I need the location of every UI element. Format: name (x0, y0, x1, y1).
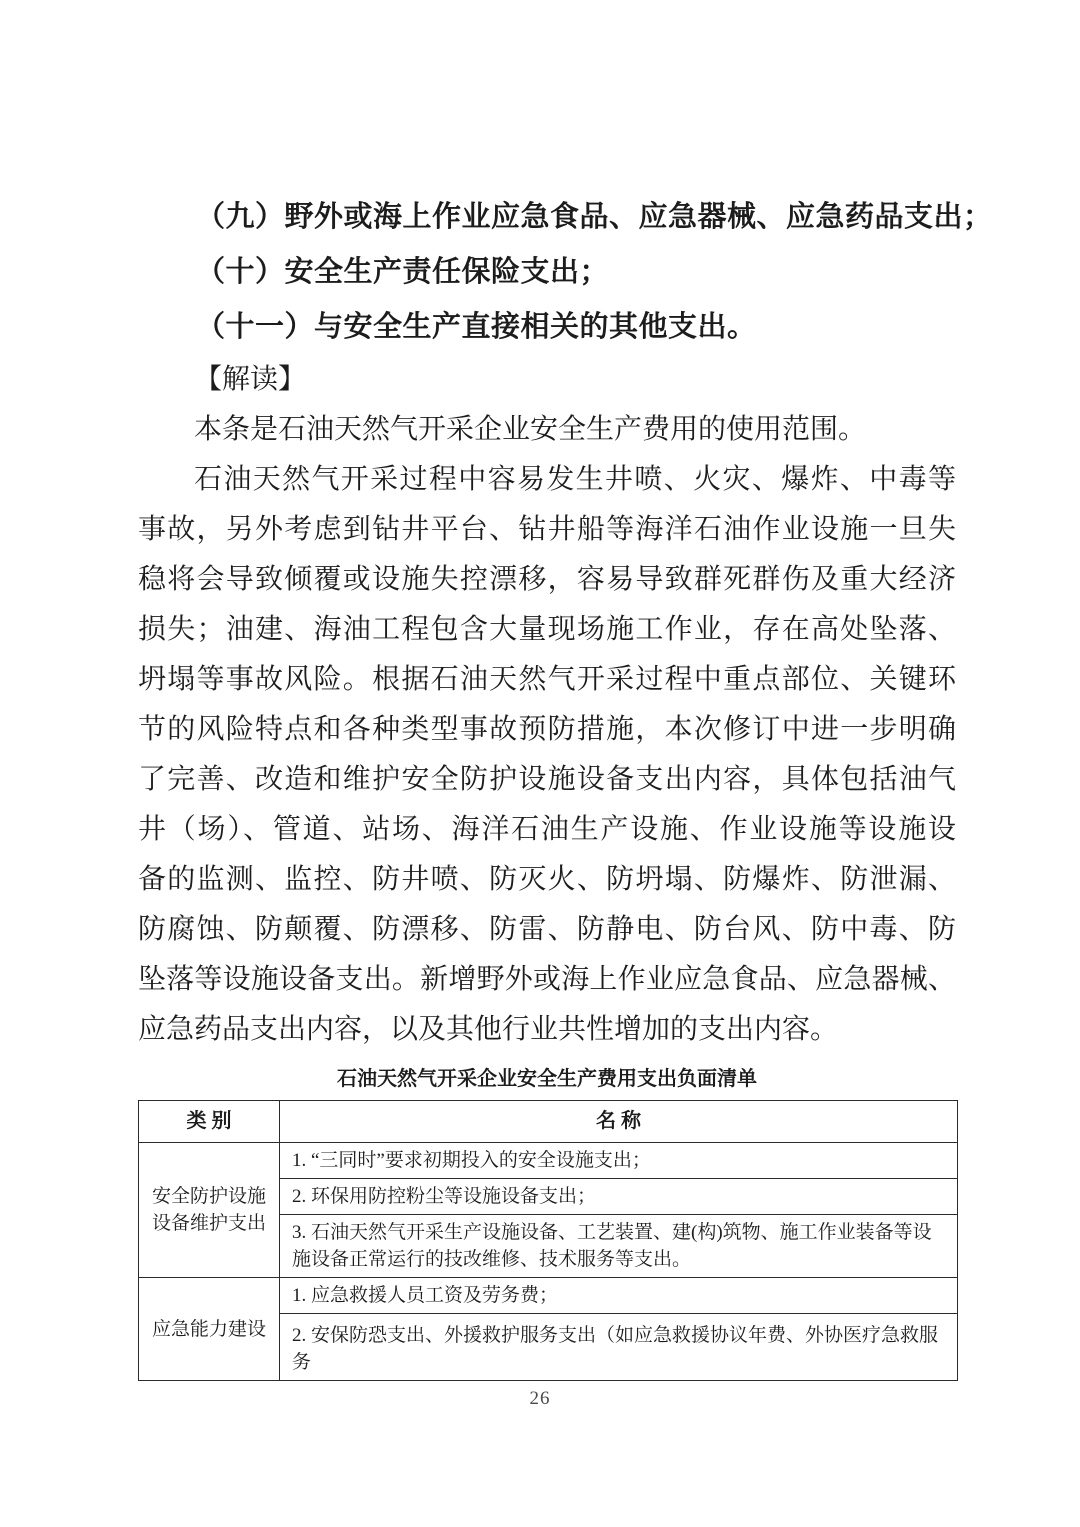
table-row (139, 1143, 958, 1179)
paragraph-line: 石油天然气开采过程中容易发生井喷、火灾、爆炸、中毒等 (194, 464, 956, 495)
paragraph-line: 应急药品支出内容，以及其他行业共性增加的支出内容。 (138, 1014, 839, 1045)
clause-list (138, 190, 993, 355)
category-line: 应急能力建设 (151, 1318, 266, 1340)
clause-item-9: （九）野外或海上作业应急食品、应急器械、应急药品支出； (196, 201, 993, 233)
paragraph-line: 坍塌等事故风险。根据石油天然气开采过程中重点部位、关键环 (138, 664, 956, 695)
paragraph-line: 事故，另外考虑到钻井平台、钻井船等海洋石油作业设施一旦失 (138, 514, 956, 545)
item-cell: 1. 应急救援人员工资及劳务费； (280, 1278, 958, 1314)
paragraph-line: 井（场）、管道、站场、海洋石油生产设施、作业设施等设施设 (138, 814, 956, 845)
page-number: 26 (529, 1388, 551, 1409)
clause-item-10: （十）安全生产责任保险支出； (196, 256, 610, 288)
category-cell-emergency-capability (139, 1278, 280, 1381)
paragraph-line: 防腐蚀、防颠覆、防漂移、防雷、防静电、防台风、防中毒、防 (138, 914, 956, 945)
category-cell-safety-facilities (139, 1143, 280, 1278)
category-line: 设备维护支出 (151, 1213, 266, 1234)
item-cell: 3. 石油天然气开采生产设施设备、工艺装置、建(构)筑物、施工作业装备等设施设备正常运行的技改维修、技术服务等支出。 (280, 1215, 958, 1278)
negative-list-table (138, 1100, 958, 1381)
paragraph-line: 了完善、改造和维护安全防护设施设备支出内容，具体包括油气 (138, 764, 956, 795)
paragraph-line: 备的监测、监控、防井喷、防灭火、防坍塌、防爆炸、防泄漏、 (138, 864, 956, 895)
paragraph-line: 损失；油建、海油工程包含大量现场施工作业，存在高处坠落、 (138, 614, 956, 645)
interpretation-label: 【解读】 (194, 364, 307, 395)
clause-item-11: （十一）与安全生产直接相关的其他支出。 (196, 311, 757, 343)
item-cell: 2. 环保用防控粉尘等设施设备支出； (280, 1179, 958, 1215)
paragraph-line: 稳将会导致倾覆或设施失控漂移，容易导致群死群伤及重大经济 (138, 564, 956, 595)
paragraph-line: 节的风险特点和各种类型事故预防措施，本次修订中进一步明确 (138, 714, 956, 745)
table-row (139, 1278, 958, 1314)
table-title: 石油天然气开采企业安全生产费用支出负面清单 (337, 1068, 757, 1090)
table-header-category: 类 别 (139, 1101, 280, 1143)
table-header-row (139, 1101, 958, 1143)
item-cell: 1. “三同时”要求初期投入的安全设施支出； (280, 1143, 958, 1179)
paragraph-line: 坠落等设施设备支出。新增野外或海上作业应急食品、应急器械、 (138, 964, 956, 995)
item-cell: 2. 安保防恐支出、外援救护服务支出（如应急救援协议年费、外协医疗急救服务 (280, 1314, 958, 1381)
interpretation-paragraph-1: 本条是石油天然气开采企业安全生产费用的使用范围。 (194, 414, 867, 445)
page-content (138, 190, 993, 1381)
category-line: 安全防护设施 (151, 1186, 266, 1207)
table-header-name: 名 称 (280, 1101, 958, 1143)
interpretation-paragraph-2 (138, 455, 956, 1055)
